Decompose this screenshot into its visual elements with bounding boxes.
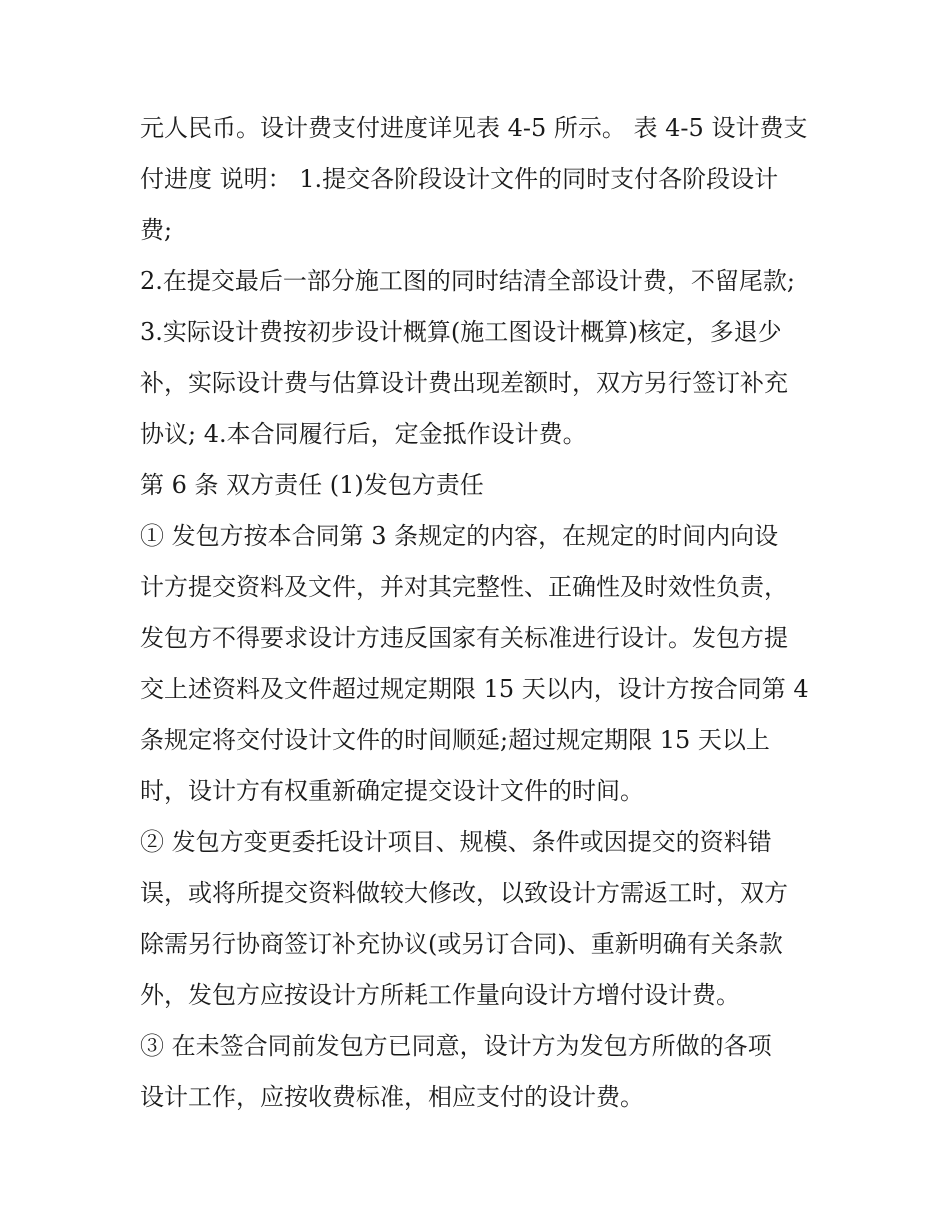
text-line: 设计工作，应按收费标准，相应支付的设计费。 [140, 1083, 644, 1111]
text-line: ① 发包方按本合同第 3 条规定的内容，在规定的时间内向设 [140, 522, 779, 550]
text-line: 费; [140, 216, 173, 244]
text-line: 外，发包方应按设计方所耗工作量向设计方增付设计费。 [140, 981, 740, 1009]
text-line: 协议; 4.本合同履行后，定金抵作设计费。 [140, 420, 587, 448]
text-line: ③ 在未签合同前发包方已同意，设计方为发包方所做的各项 [140, 1032, 772, 1060]
section-heading: 第 6 条 双方责任 (1)发包方责任 [140, 471, 484, 499]
text-line: 误，或将所提交资料做较大修改，以致设计方需返工时，双方 [140, 879, 788, 907]
text-line: 2.在提交最后一部分施工图的同时结清全部设计费，不留尾款; [140, 267, 795, 295]
text-line: 补，实际设计费与估算设计费出现差额时，双方另行签订补充 [140, 369, 788, 397]
text-line: 交上述资料及文件超过规定期限 15 天以内，设计方按合同第 4 [140, 675, 809, 703]
text-line: 付进度 说明： 1.提交各阶段设计文件的同时支付各阶段设计 [140, 165, 779, 193]
text-line: 时，设计方有权重新确定提交设计文件的时间。 [140, 777, 644, 805]
text-line: 条规定将交付设计文件的时间顺延;超过规定期限 15 天以上 [140, 726, 770, 754]
text-line: 除需另行协商签订补充协议(或另订合同)、重新明确有关条款 [140, 930, 783, 958]
text-line: 元人民币。设计费支付进度详见表 4-5 所示。 表 4-5 设计费支 [140, 114, 808, 142]
document-body [140, 103, 820, 1123]
text-line: ② 发包方变更委托设计项目、规模、条件或因提交的资料错 [140, 828, 772, 856]
text-line: 发包方不得要求设计方违反国家有关标准进行设计。发包方提 [140, 624, 788, 652]
text-line: 3.实际设计费按初步设计概算(施工图设计概算)核定，多退少 [140, 318, 782, 346]
text-line: 计方提交资料及文件，并对其完整性、正确性及时效性负责， [140, 573, 788, 601]
